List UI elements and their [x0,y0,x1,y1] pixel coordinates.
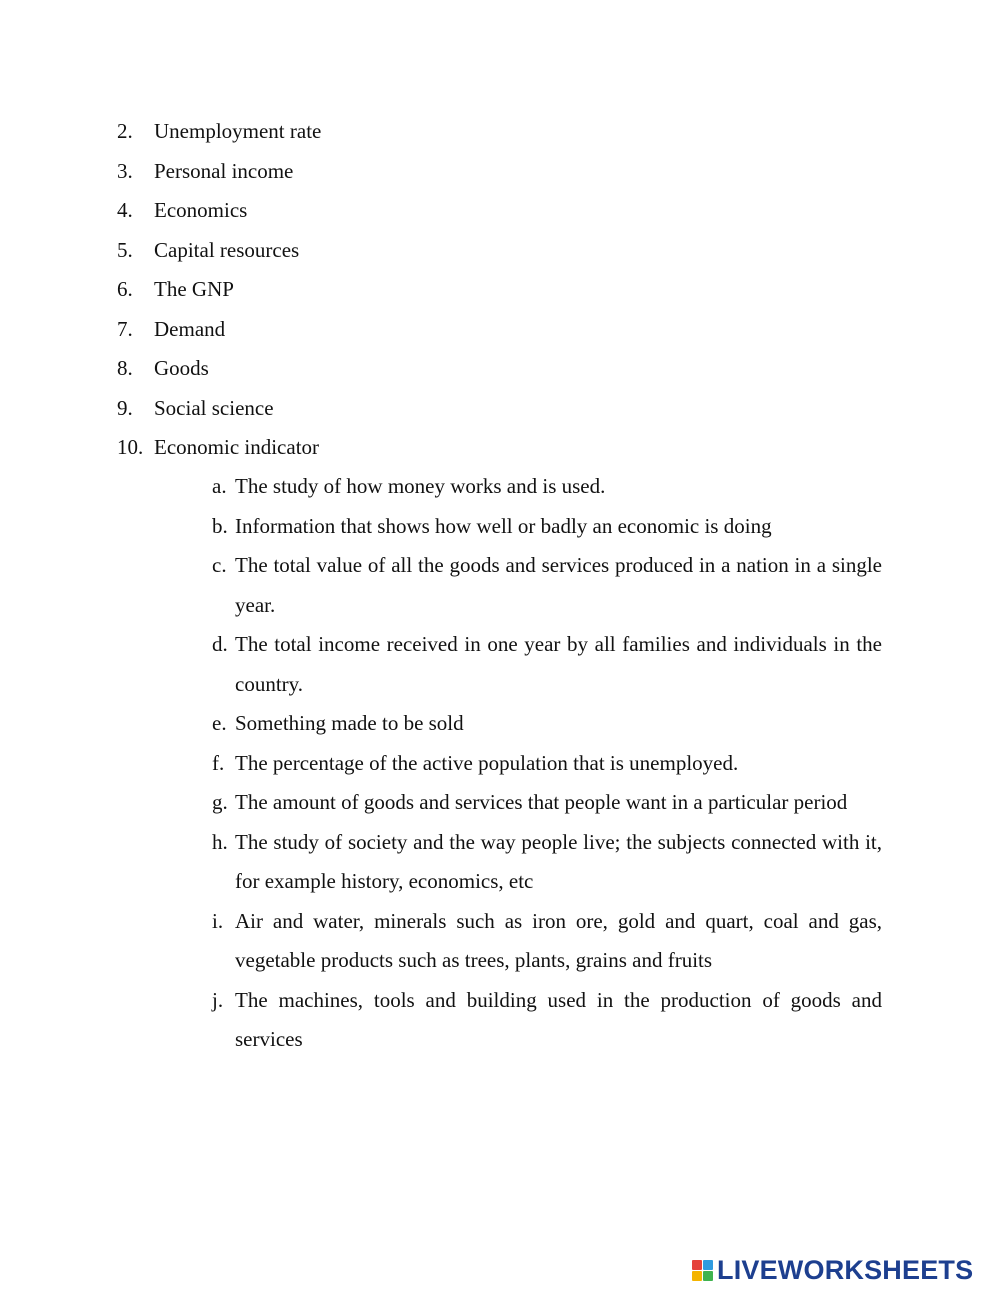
term-number: 4. [117,198,133,222]
term-item [117,428,321,468]
definition-letter: g. [212,790,228,814]
definition-letter: c. [212,553,227,577]
term-label: Capital resources [154,237,300,262]
term-item [117,310,321,350]
definition-text: The percentage of the active population that is unemployed. [235,750,739,775]
term-number: 9. [117,395,133,420]
definition-item [212,981,882,1060]
definition-item [212,783,882,823]
definition-letter: j. [212,987,224,1012]
definition-text: The machines, tools and building used in the production of goods and services [235,987,882,1051]
definition-text: Something made to be sold [235,711,464,735]
definitions-list [212,467,882,1060]
term-label: Economic indicator [154,435,320,459]
definition-item [212,823,882,902]
definition-item [212,704,882,744]
logo-mark-square [692,1271,702,1281]
term-item [117,231,321,271]
logo-mark-square [703,1260,713,1270]
term-label: Demand [154,316,226,341]
logo-text: LIVEWORKSHEETS [717,1255,974,1285]
definition-text: The study of society and the way people live; the subjects connected with it, for example history, economics, etc [235,829,882,893]
definition-item [212,467,882,507]
definition-item [212,902,882,981]
liveworksheets-logo [692,1253,973,1287]
term-item [117,191,321,231]
definition-letter: f. [212,750,225,775]
term-label: Unemployment rate [154,119,322,143]
definition-letter: b. [212,513,228,538]
definition-text: The study of how money works and is used. [235,474,606,498]
logo-mark-icon [692,1260,713,1281]
definition-item [212,744,882,784]
definition-item [212,546,882,625]
definition-letter: i. [212,908,224,933]
term-number: 5. [117,237,133,262]
logo-mark-square [703,1271,713,1281]
term-item [117,349,321,389]
definition-text: Air and water, minerals such as iron ore, gold and quart, coal and gas, vegetable products such as trees, plants, grains and fruits [235,908,882,972]
term-label: Goods [154,356,209,380]
definition-text: The total income received in one year by all families and individuals in the country. [235,632,882,696]
definition-letter: d. [212,632,228,656]
definition-letter: e. [212,711,227,735]
definition-text: The total value of all the goods and services produced in a nation in a single year. [235,553,882,617]
term-number: 6. [117,277,133,301]
definition-text: The amount of goods and services that people want in a particular period [235,790,848,814]
definition-item [212,507,882,547]
definition-item [212,625,882,704]
definition-letter: a. [212,474,227,498]
term-label: Personal income [154,158,294,183]
logo-mark-square [692,1260,702,1270]
term-label: Economics [154,198,248,222]
term-item [117,152,321,192]
term-item [117,270,321,310]
term-label: The GNP [154,277,234,301]
term-number: 2. [117,119,133,143]
term-label: Social science [154,395,274,420]
term-number: 10. [117,435,144,459]
term-number: 8. [117,356,133,380]
term-item [117,112,321,152]
term-number: 3. [117,158,133,183]
terms-list [117,112,321,468]
term-item [117,389,321,429]
definition-letter: h. [212,829,228,854]
definition-text: Information that shows how well or badly an economic is doing [235,513,772,538]
term-number: 7. [117,316,133,341]
